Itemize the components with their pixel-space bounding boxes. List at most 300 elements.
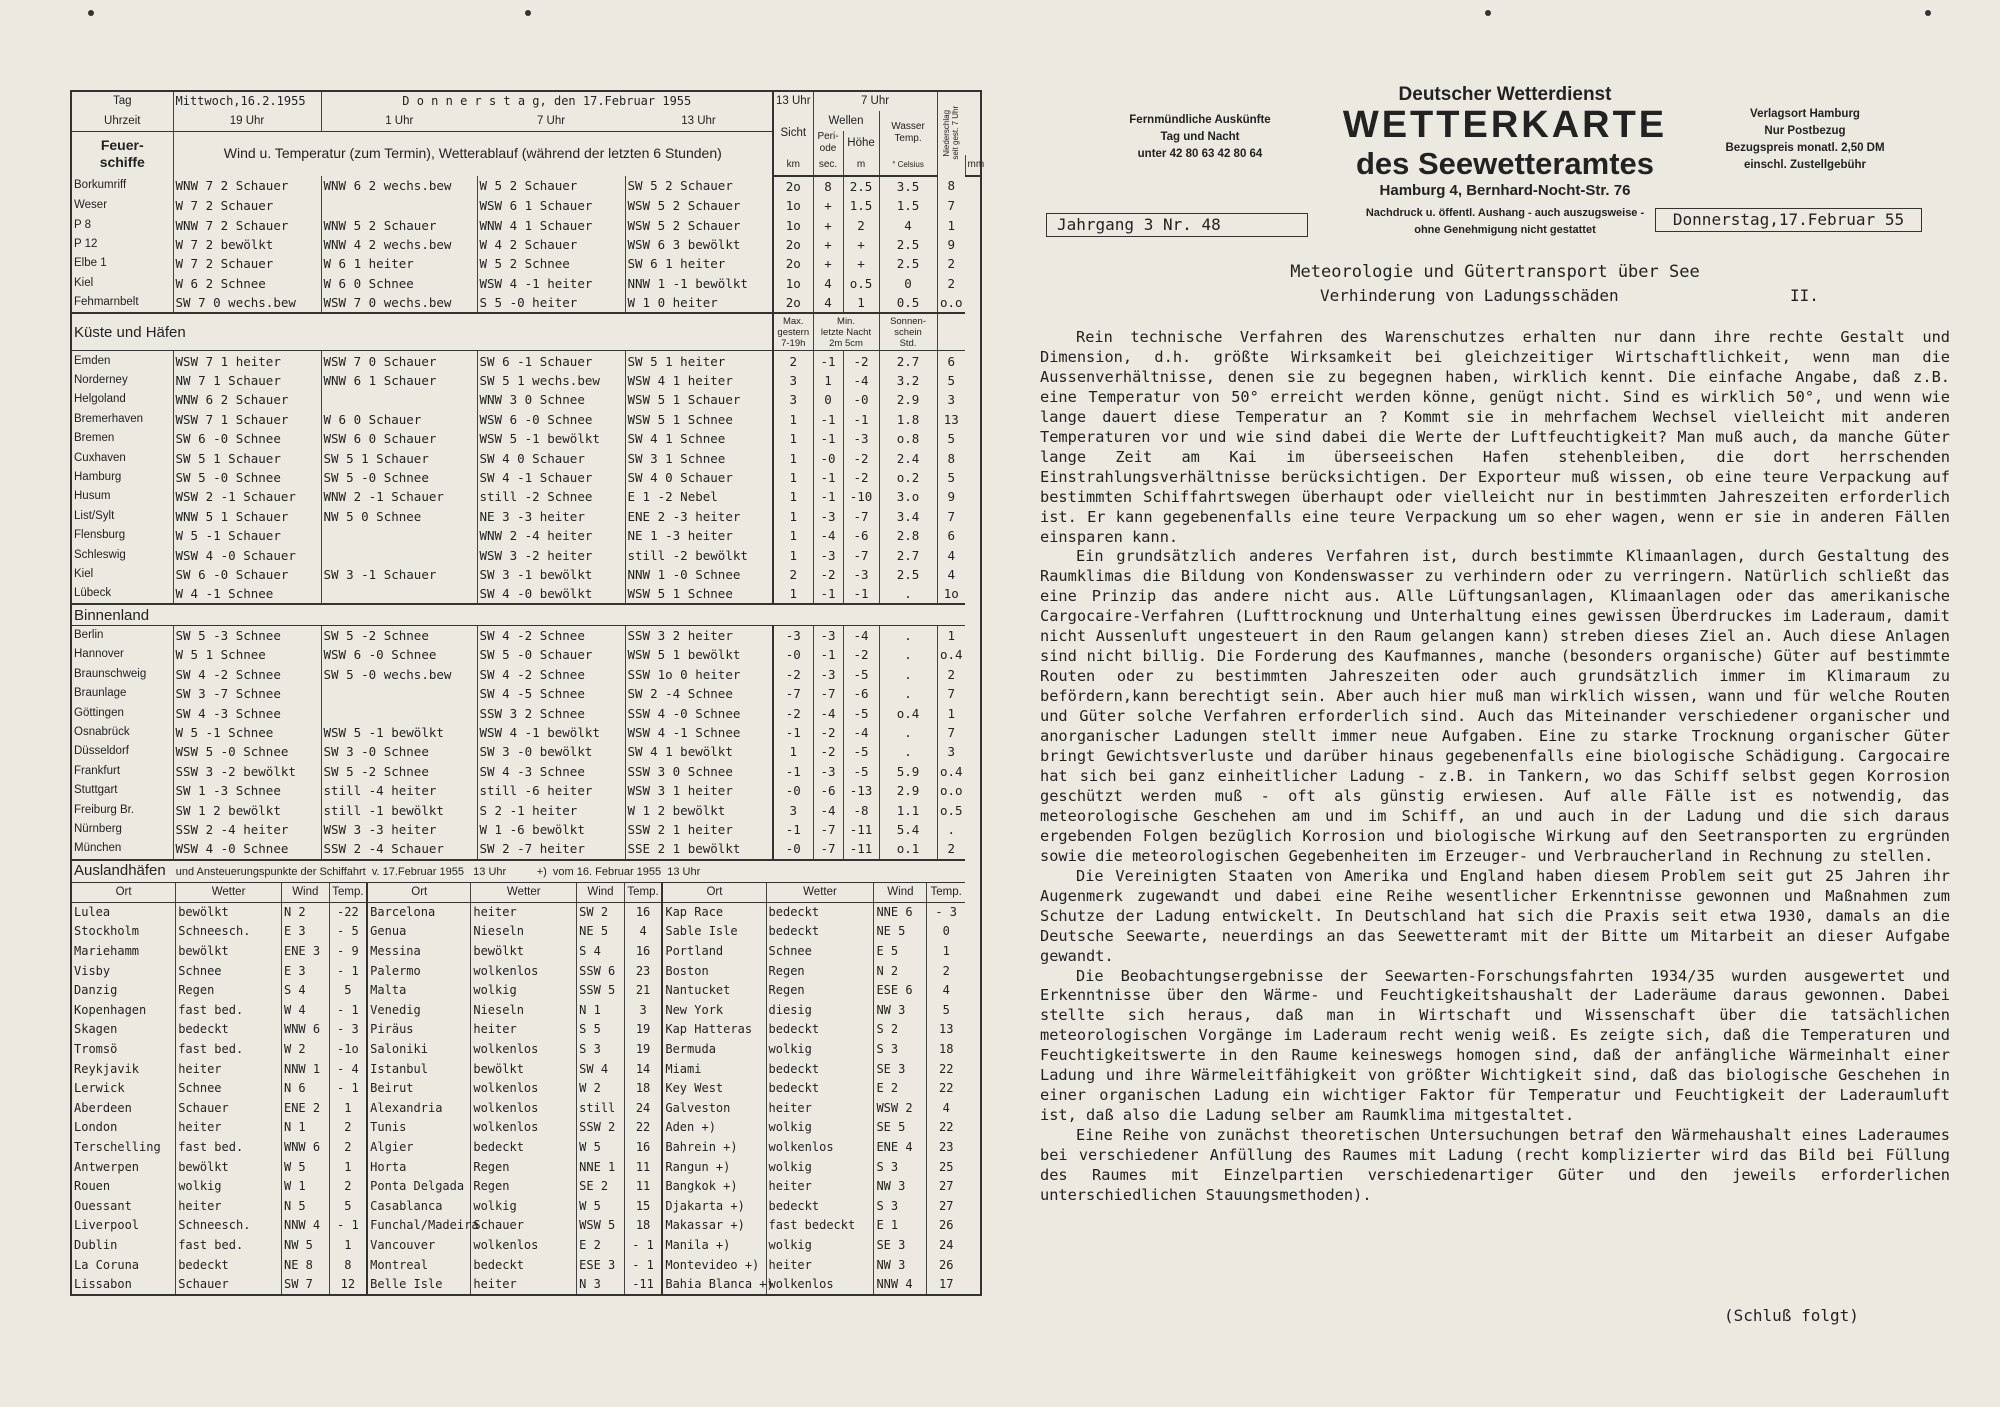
table-cell: still (577, 1099, 625, 1119)
table-cell: WSW 6 -0 Schnee (321, 645, 477, 664)
table-row (71, 526, 981, 545)
table-cell: -7 (813, 820, 843, 839)
table-cell: -6 (843, 684, 879, 703)
table-cell: -6 (813, 781, 843, 800)
table-cell: heiter (766, 1255, 874, 1275)
table-cell: 25 (927, 1157, 965, 1177)
table-cell: 5 (937, 429, 965, 448)
table-cell: -2 (843, 645, 879, 664)
table-cell: -3 (843, 429, 879, 448)
table-cell: W 5 (281, 1157, 329, 1177)
station-name: Berlin (74, 629, 104, 642)
table-cell: S 4 (281, 981, 329, 1001)
table-cell: wolkenlos (766, 1275, 874, 1295)
table-cell: 1 (329, 1157, 367, 1177)
table-cell: -5 (843, 762, 879, 781)
port-name: Rangun +) (662, 1157, 766, 1177)
station-name: Kiel (74, 567, 94, 580)
table-cell: S 4 (577, 942, 625, 962)
table-cell: 26 (927, 1255, 965, 1275)
table-cell: SW 2 (577, 902, 625, 922)
table-cell: 19 (624, 1020, 662, 1040)
table-cell: bedeckt (766, 922, 874, 942)
table-cell: 2 (927, 961, 965, 981)
table-cell: 16 (624, 942, 662, 962)
header-niederschlag: Niederschlag seit gest. 7 Uhr (937, 91, 965, 176)
station-name: München (74, 842, 122, 855)
table-cell: SW 4 -2 Schnee (477, 665, 625, 684)
header-periode: Peri- ode (813, 131, 843, 155)
station-name: Göttingen (74, 706, 124, 719)
table-cell: 13 (927, 1020, 965, 1040)
masthead-subtitle: des Seewetteramtes (1355, 146, 1655, 181)
station-name: Bremerhaven (74, 412, 144, 425)
table-cell: - 3 (927, 902, 965, 922)
table-cell: SSW 4 -0 Schnee (625, 703, 773, 722)
table-row (71, 274, 981, 293)
table-cell: SW 5 1 Schauer (173, 448, 321, 467)
date-box: Donnerstag,17.Februar 55 (1655, 208, 1922, 232)
punch-dot (88, 10, 94, 16)
table-cell: SW 5 -2 Schnee (321, 762, 477, 781)
table-cell: 1 (773, 487, 813, 506)
table-cell: E 1 (874, 1216, 927, 1236)
table-cell: -5 (843, 665, 879, 684)
table-cell: 1 (329, 1099, 367, 1119)
section-kueste: Küste und Häfen (71, 313, 773, 351)
header-sicht: Sicht (773, 111, 813, 155)
table-cell: NNE 1 (577, 1157, 625, 1177)
port-name: Kap Hatteras (662, 1020, 766, 1040)
table-cell: -4 (843, 625, 879, 645)
table-row (71, 215, 981, 234)
table-cell: WSW 4 -1 bewölkt (477, 723, 625, 742)
table-cell: 27 (927, 1177, 965, 1197)
table-row (71, 800, 981, 819)
table-cell: N 3 (577, 1275, 625, 1295)
table-cell: -5 (843, 703, 879, 722)
table-row (72, 1118, 965, 1138)
table-cell: o.4 (937, 645, 965, 664)
table-cell: 3.o (879, 487, 937, 506)
table-cell: o.o (937, 781, 965, 800)
table-cell: + (813, 215, 843, 234)
table-cell: + (813, 196, 843, 215)
table-cell: SW 7 0 wechs.bew (173, 293, 321, 313)
ausland-col-header: Wind (281, 883, 329, 903)
table-row (71, 781, 981, 800)
ausland-col-header: Wind (577, 883, 625, 903)
station-name: Elbe 1 (74, 257, 107, 270)
port-name: Aden +) (662, 1118, 766, 1138)
table-cell: 1 (773, 742, 813, 761)
table-cell: E 3 (281, 922, 329, 942)
table-cell: SSW 2 -4 Schauer (321, 839, 477, 859)
table-row (72, 1275, 965, 1295)
table-cell: 2.8 (879, 526, 937, 545)
table-cell: + (813, 235, 843, 254)
table-cell: -4 (813, 703, 843, 722)
table-row (72, 1157, 965, 1177)
port-name: Manila +) (662, 1236, 766, 1256)
table-row (71, 313, 981, 351)
table-cell: WNW 2 -4 heiter (477, 526, 625, 545)
table-cell: 2.7 (879, 351, 937, 371)
table-cell: WNW 6 (281, 1020, 329, 1040)
table-cell: SW 4 -3 Schnee (477, 762, 625, 781)
table-cell: 5 (329, 1196, 367, 1216)
table-row (71, 565, 981, 584)
table-row (72, 1236, 965, 1256)
table-cell: -3 (813, 625, 843, 645)
port-name: Sable Isle (662, 922, 766, 942)
table-cell: wolkig (766, 1236, 874, 1256)
table-cell: 1.1 (879, 800, 937, 819)
station-name: Hannover (74, 648, 124, 661)
table-row (71, 684, 981, 703)
table-cell: -1 (843, 584, 879, 604)
table-cell: -7 (813, 839, 843, 859)
table-cell: SW 6 -0 Schnee (173, 429, 321, 448)
table-cell: -1 (813, 468, 843, 487)
table-cell: WSW 5 (577, 1216, 625, 1236)
station-name: List/Sylt (74, 509, 115, 522)
port-name: Horta (367, 1157, 471, 1177)
table-cell: NNE 6 (874, 902, 927, 922)
table-cell: -0 (773, 781, 813, 800)
port-name: Beirut (367, 1079, 471, 1099)
table-row (72, 1255, 965, 1275)
port-name: Istanbul (367, 1059, 471, 1079)
table-cell: 17 (927, 1275, 965, 1295)
table-cell: NW 3 (874, 1001, 927, 1021)
table-cell: W 4 (281, 1001, 329, 1021)
port-name: Casablanca (367, 1196, 471, 1216)
table-cell: SW 4 -5 Schnee (477, 684, 625, 703)
table-row (71, 176, 981, 196)
table-cell (321, 390, 477, 409)
table-cell: 18 (927, 1040, 965, 1060)
table-cell: -13 (843, 781, 879, 800)
table-cell: o.1 (879, 839, 937, 859)
table-cell: WNW 7 2 Schauer (173, 176, 321, 196)
table-cell: bewölkt (471, 942, 577, 962)
table-cell: S 2 -1 heiter (477, 800, 625, 819)
table-cell: 5.4 (879, 820, 937, 839)
table-cell: SE 2 (577, 1177, 625, 1197)
table-cell: 1 (329, 1236, 367, 1256)
table-cell: ENE 3 (281, 942, 329, 962)
table-cell: -1 (813, 351, 843, 371)
table-cell: 3 (773, 371, 813, 390)
article-paragraph: Die Beobachtungsergebnisse der Seewarten-Forschungsfahrten 1934/35 wurden ausgewertet und Erkenntnisse über den Wärme- und Feuchtigkeitshaushalt der Laderäume daraus gewonnen. Dabei stellte sich heraus, daß man in Wirtschaft und Wissenschaft über die tatsächlichen meteorologischen Vorgänge im Laderaum recht wenig weiß. Es zeigte sich, daß die Temperaturen und Feuchtigkeitswerte in den Raume keineswegs homogen sind, daß der anfängliche Wärmeinhalt einer Ladung und ihre Wärmeleitfähigkeit von größter Wichtigkeit sind, daß das biologische Geschehen in einer organischen Ladung ein wichtiger Faktor für Temperatur und Feuchtigkeit der Laderaumluft ist, daß also die Ladung selber am Raumklima mitgestaltet. (1040, 966, 1950, 1125)
table-cell: SW 7 (281, 1275, 329, 1295)
table-row (72, 1177, 965, 1197)
table-cell: 2.9 (879, 390, 937, 409)
port-name: Bangkok +) (662, 1177, 766, 1197)
table-cell: -22 (329, 902, 367, 922)
port-name: Saloniki (367, 1040, 471, 1060)
table-cell: WNW 4 2 wechs.bew (321, 235, 477, 254)
table-cell: SW 4 -3 Schnee (173, 703, 321, 722)
table-cell: 16 (624, 1138, 662, 1158)
port-name: Tromsö (74, 1042, 118, 1057)
table-cell: + (843, 254, 879, 273)
table-cell: W 5 2 Schnee (477, 254, 625, 273)
port-name: Vancouver (367, 1236, 471, 1256)
punch-dot (1925, 10, 1931, 16)
table-row (71, 820, 981, 839)
table-cell: WNW 5 2 Schauer (321, 215, 477, 234)
header-7uhr-col: 7 Uhr (536, 114, 566, 127)
table-cell: . (879, 742, 937, 761)
port-name: Stockholm (74, 924, 140, 939)
table-cell (71, 882, 965, 1295)
table-cell: 3 (937, 390, 965, 409)
table-cell: 7 (937, 684, 965, 703)
table-cell: W 1 -6 bewölkt (477, 820, 625, 839)
table-cell: 3 (937, 742, 965, 761)
table-cell: 1.5 (843, 196, 879, 215)
table-cell: S 3 (874, 1040, 927, 1060)
table-cell: -1 (773, 820, 813, 839)
table-cell: -7 (773, 684, 813, 703)
port-name: Visby (74, 963, 111, 978)
port-name: Kap Race (662, 902, 766, 922)
table-cell: SSW 2 1 heiter (625, 820, 773, 839)
table-cell: SW 3 -7 Schnee (173, 684, 321, 703)
table-cell: NW 3 (874, 1255, 927, 1275)
table-cell: 2o (773, 293, 813, 313)
table-cell: WSW 6 1 Schauer (477, 196, 625, 215)
header-date1: Mittwoch,16.2.1955 (173, 91, 321, 111)
article-part: II. (1790, 286, 1819, 305)
table-cell: 2.7 (879, 545, 937, 564)
table-cell: wolkig (766, 1157, 874, 1177)
table-cell: 1 (773, 410, 813, 429)
table-cell: ENE 4 (874, 1138, 927, 1158)
table-cell: 6 (937, 526, 965, 545)
table-cell: 7 (937, 507, 965, 526)
table-cell: SW 3 -0 Schnee (321, 742, 477, 761)
table-cell: 1o (773, 196, 813, 215)
table-cell: diesig (766, 1001, 874, 1021)
port-name: Nantucket (662, 981, 766, 1001)
table-row (71, 604, 981, 625)
table-cell: heiter (471, 1275, 577, 1295)
table-cell: o.8 (879, 429, 937, 448)
table-cell: W 7 2 Schauer (173, 196, 321, 215)
ausland-col-header: Wetter (471, 883, 577, 903)
table-row (72, 1138, 965, 1158)
table-cell: NW 3 (874, 1177, 927, 1197)
table-cell: SW 4 0 Schauer (477, 448, 625, 467)
table-cell: Schauer (176, 1099, 282, 1119)
ausland-col-header: Ort (72, 883, 176, 903)
table-cell: -11 (624, 1275, 662, 1295)
table-cell: 1o (773, 274, 813, 293)
table-cell: 11 (624, 1177, 662, 1197)
table-row (71, 645, 981, 664)
port-name: Bermuda (662, 1040, 766, 1060)
table-cell: 16 (624, 902, 662, 922)
table-cell: 22 (927, 1059, 965, 1079)
table-cell: - 9 (329, 942, 367, 962)
table-cell: ENE 2 (281, 1099, 329, 1119)
table-cell: - 5 (329, 922, 367, 942)
port-name: Aberdeen (74, 1100, 132, 1115)
table-cell: SSW 3 2 heiter (625, 625, 773, 645)
table-cell: Schnee (766, 942, 874, 962)
table-cell: NE 8 (281, 1255, 329, 1275)
table-cell: SE 5 (874, 1118, 927, 1138)
table-cell: W 5 1 Schnee (173, 645, 321, 664)
table-cell: -0 (773, 839, 813, 859)
table-cell: heiter (176, 1118, 282, 1138)
table-cell: WNW 3 0 Schnee (477, 390, 625, 409)
table-cell: -11 (843, 820, 879, 839)
table-cell: SW 4 -2 Schnee (477, 625, 625, 645)
table-row (72, 1196, 965, 1216)
table-cell: WSW 2 -1 Schauer (173, 487, 321, 506)
table-cell: WSW 5 1 Schauer (625, 390, 773, 409)
station-name: Stuttgart (74, 784, 118, 797)
table-cell: 18 (624, 1079, 662, 1099)
table-cell: -8 (843, 800, 879, 819)
table-cell: fast bed. (176, 1236, 282, 1256)
table-cell: SSW 5 (577, 981, 625, 1001)
station-name: Helgoland (74, 393, 126, 406)
table-cell: bedeckt (176, 1255, 282, 1275)
table-row (72, 1059, 965, 1079)
table-cell: WSW 4 1 heiter (625, 371, 773, 390)
table-cell: 1 (773, 526, 813, 545)
table-cell: ESE 6 (874, 981, 927, 1001)
table-row (72, 1079, 965, 1099)
port-name: Galveston (662, 1099, 766, 1119)
table-cell: SW 3 -0 bewölkt (477, 742, 625, 761)
table-cell: S 3 (874, 1196, 927, 1216)
table-cell: WSW 2 (874, 1099, 927, 1119)
table-cell: 1.8 (879, 410, 937, 429)
table-cell: 14 (624, 1059, 662, 1079)
table-cell: -7 (813, 684, 843, 703)
station-name: Osnabrück (74, 726, 130, 739)
table-row (72, 883, 965, 903)
table-row (72, 961, 965, 981)
ausland-title: Auslandhäfen (74, 861, 166, 879)
table-row (71, 625, 981, 645)
port-name: Makassar +) (662, 1216, 766, 1236)
header-min: Min. letzte Nacht 2m 5cm (813, 313, 879, 351)
table-cell: 2 (773, 351, 813, 371)
header-m: m (843, 155, 879, 175)
table-row (71, 742, 981, 761)
table-cell: WNW 5 1 Schauer (173, 507, 321, 526)
station-name: Braunlage (74, 687, 127, 700)
table-cell: SW 4 (577, 1059, 625, 1079)
table-row (71, 507, 981, 526)
table-cell: o.4 (879, 703, 937, 722)
table-cell: -3 (813, 545, 843, 564)
table-cell: WSW 4 -1 heiter (477, 274, 625, 293)
table-cell: fast bedeckt (766, 1216, 874, 1236)
table-cell: bedeckt (766, 1079, 874, 1099)
port-name: Boston (662, 961, 766, 981)
table-cell: 2o (773, 254, 813, 273)
table-cell: SW 5 1 heiter (625, 351, 773, 371)
table-cell: 2 (937, 665, 965, 684)
table-cell (321, 545, 477, 564)
article-body (1040, 328, 1950, 1206)
table-cell: SW 4 0 Schauer (625, 468, 773, 487)
table-cell: SW 5 -0 Schnee (321, 468, 477, 487)
table-cell: -3 (843, 565, 879, 584)
table-cell: 4 (879, 215, 937, 234)
table-row (71, 839, 981, 859)
table-cell (321, 196, 477, 215)
table-cell: 7 (937, 196, 965, 215)
table-cell: WSW 4 -0 Schnee (173, 839, 321, 859)
port-name: Venedig (367, 1001, 471, 1021)
table-cell: - 4 (329, 1059, 367, 1079)
table-cell: 2.4 (879, 448, 937, 467)
article-title: Meteorologie und Gütertransport über See (1290, 262, 1700, 282)
port-name: Funchal/Madeira (367, 1216, 471, 1236)
table-cell: bedeckt (766, 1020, 874, 1040)
table-cell: SW 4 1 bewölkt (625, 742, 773, 761)
header-1uhr: 1 Uhr (321, 111, 477, 131)
article-paragraph: Ein grundsätzlich anderes Verfahren ist, durch bestimmte Klimaanlagen, durch Gestaltung des Raumklimas die Bildung von Kondenswasser zu verhindern oder zu verringern. Natürlich schließt das eine Prinzip das andere nicht aus. Alle Lüftungsanlagen, Klimaanlagen oder das amerikanische Cargocaire-Verfahren (Lufttrocknung und Unterhaltung eines gewissen Überdruckes im Laderaum, damit nicht Aussenluft ungesteuert in den Raum gelangen kann) streben dieses Ziel an. Auch diese Anlagen sind nicht billig. Die Forderung des Kaufmannes, manche (besonders organische) Güter auf bestimmte Routen oder zu bestimmten Jahreszeiten oder auch grundsätzlich immer im Klimaraum zu befördern,kann berechtigt sein. Aber auch hier muß man wirklich wissen, wann und für welche Routen und Güter solche Verfahren erforderlich sind. Auch das Miteinander verschiedener organischer und anorganischer Ladungen stellt immer neue Aufgaben. Eine zu starke Trocknung organischer Güter bringt Gewichtsverluste und darüber hinaus gegebenenfalls eine biologische Schädigung. Cargocaire hat sich bei ganz einheitlicher Ladung - z.B. in Tankern, wo das Schiff selbst gegen Korrosion geschützt werden muß - oft als günstig erwiesen. Auf alle Fälle ist es notwendig, das meteorologische Geschehen am und im Schiff, an und auch in der Ladung und die sich daraus ergebenden Folgen bezüglich Korrosion und biologische Wirkung auf den Seetransporten zu ergründen sowie die meteorologischen Gegebenheiten im Erzeuger- und Verbraucherland in Rechnung zu stellen. (1040, 547, 1950, 865)
table-cell: 9 (937, 487, 965, 506)
port-name: Portland (662, 942, 766, 962)
table-cell: W 1 2 bewölkt (625, 800, 773, 819)
port-name: Alexandria (367, 1099, 471, 1119)
station-name: Fehmarnbelt (74, 296, 139, 309)
table-cell: wolkig (766, 1118, 874, 1138)
table-cell: 22 (927, 1079, 965, 1099)
table-cell: ENE 2 -3 heiter (625, 507, 773, 526)
table-cell: 5.9 (879, 762, 937, 781)
table-cell: WSW 5 -0 Schnee (173, 742, 321, 761)
table-cell: N 1 (577, 1001, 625, 1021)
table-cell: o.4 (937, 762, 965, 781)
table-cell: E 3 (281, 961, 329, 981)
table-cell: wolkenlos (471, 1236, 577, 1256)
port-name: Rouen (74, 1179, 111, 1194)
table-cell: 3.4 (879, 507, 937, 526)
table-row (71, 351, 981, 371)
table-cell: -2 (813, 742, 843, 761)
table-cell: 2 (843, 215, 879, 234)
header-tag: Tag (112, 95, 132, 108)
table-cell: -0 (843, 390, 879, 409)
table-cell: W 6 1 heiter (321, 254, 477, 273)
ausland-table (72, 883, 965, 1295)
table-cell: 26 (927, 1216, 965, 1236)
table-row (71, 545, 981, 564)
table-cell: 8 (329, 1255, 367, 1275)
table-cell: 2 (329, 1177, 367, 1197)
nachdruck-note: Nachdruck u. öffentl. Aushang - auch auszugsweise - ohne Genehmigung nicht gestattet (1365, 207, 1645, 236)
table-cell: 1 (773, 468, 813, 487)
table-cell: -1 (813, 429, 843, 448)
header-sonne: Sonnen- schein Std. (879, 313, 937, 351)
table-cell: 2 (937, 839, 965, 859)
table-cell: SE 3 (874, 1236, 927, 1256)
article-subtitle: Verhinderung von Ladungsschäden (1320, 286, 1619, 305)
port-name: Kopenhagen (74, 1002, 147, 1017)
